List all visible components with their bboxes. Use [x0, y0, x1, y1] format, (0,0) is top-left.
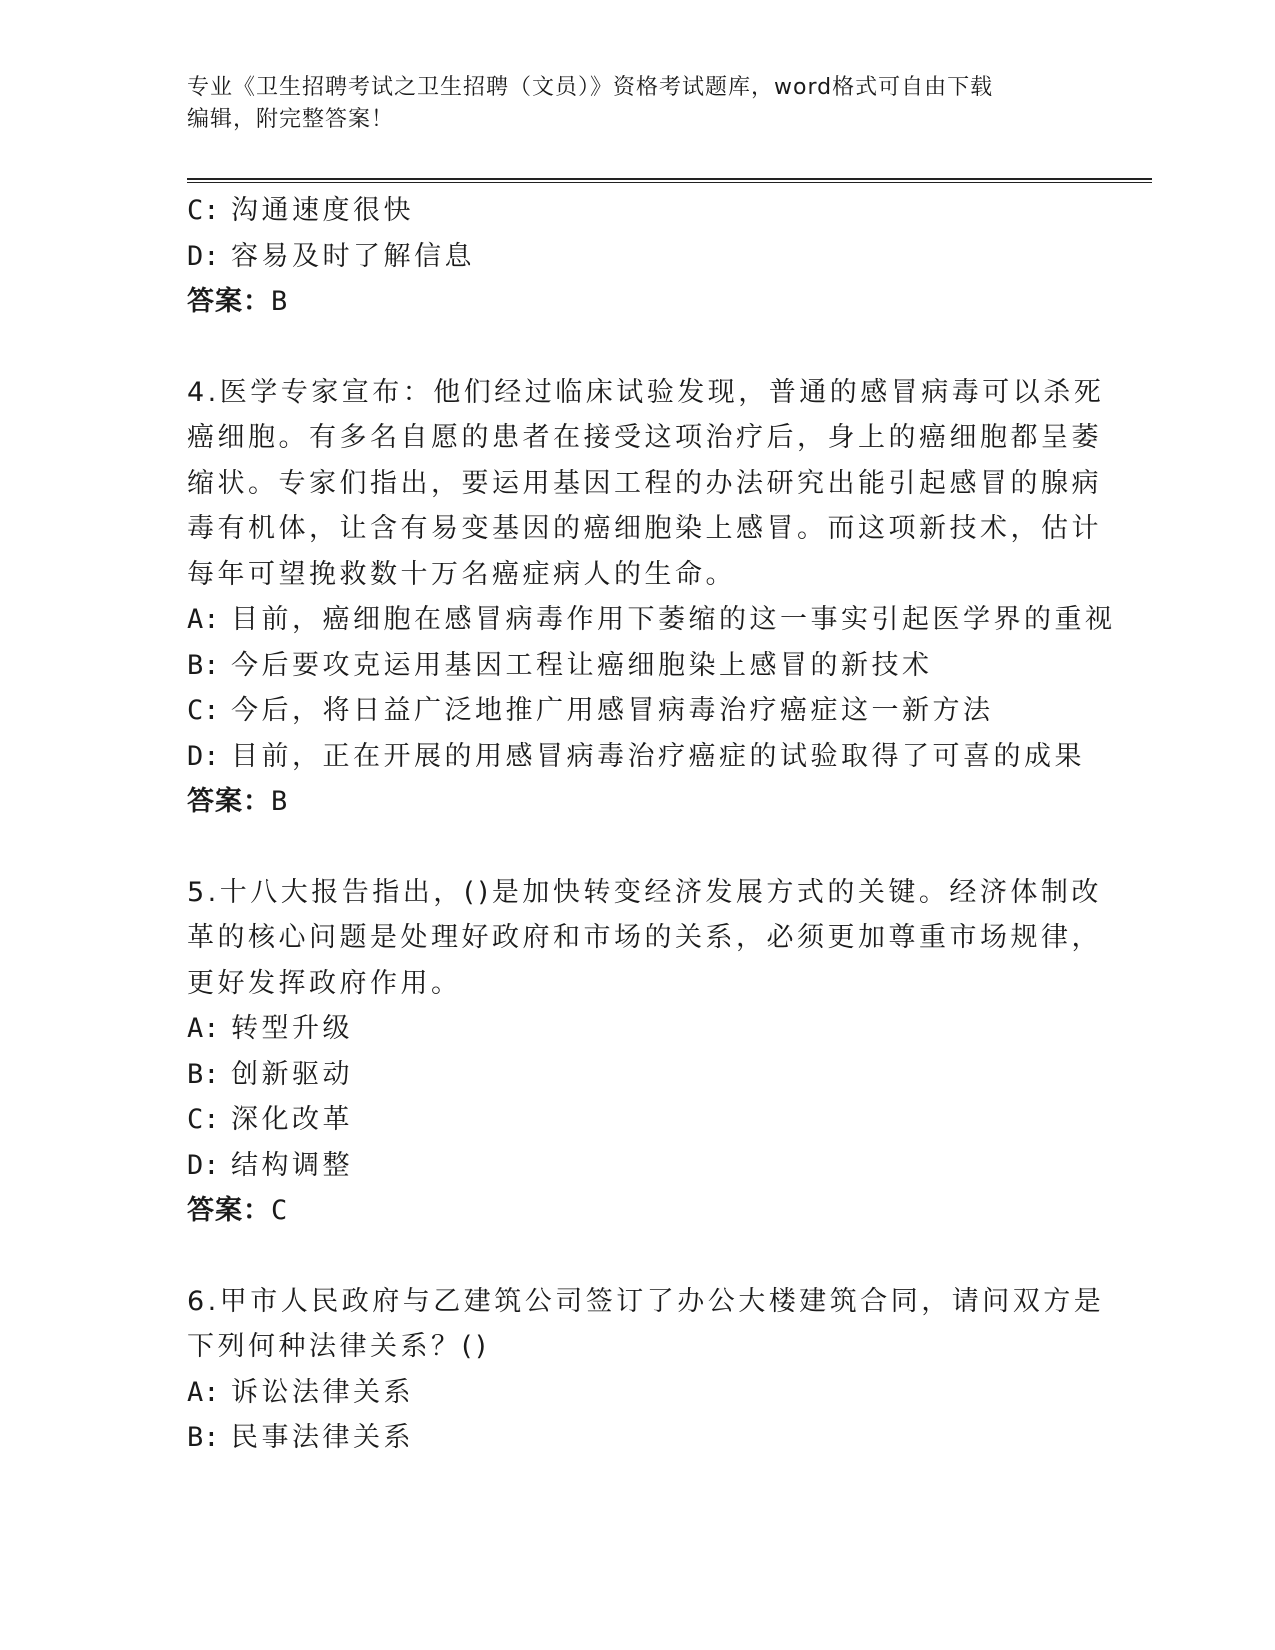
q4-option-d — [187, 734, 1087, 780]
q6-option-b — [187, 1415, 1087, 1461]
q4-stem-line: 每年可望挽救数十万名癌症病人的生命。 — [187, 558, 736, 590]
question-6 — [187, 1279, 1105, 1461]
option-label: C: — [187, 1104, 220, 1135]
option-text: 诉讼法律关系 — [231, 1376, 414, 1408]
option-label: B: — [187, 649, 220, 681]
option-text: 深化改革 — [231, 1104, 353, 1135]
spacer — [187, 1234, 1087, 1279]
question-4 — [187, 370, 1116, 825]
option-text: 沟通速度很快 — [231, 195, 414, 226]
answer-value: C — [271, 1195, 289, 1226]
answer-value: B — [271, 286, 289, 317]
spacer — [187, 825, 1087, 870]
q5-stem-line: 更好发挥政府作用。 — [187, 967, 462, 999]
header-line-1: 专业《卫生招聘考试之卫生招聘（文员）》资格考试题库，word格式可自由下载 — [187, 75, 994, 100]
answer-label: 答案： — [187, 1195, 271, 1226]
option-text: 目前，癌细胞在感冒病毒作用下萎缩的这一事实引起医学界的重视 — [231, 604, 1116, 635]
q6-stem-line: 下列何种法律关系？() — [187, 1331, 490, 1362]
q6-option-a — [187, 1370, 1087, 1416]
option-label: D: — [187, 1149, 220, 1181]
q4-stem-line: 缩状。专家们指出，要运用基因工程的办法研究出能引起感冒的腺病 — [187, 467, 1102, 499]
q5-answer — [187, 1188, 1087, 1234]
q4-answer — [187, 779, 1087, 825]
option-label: B: — [187, 1058, 220, 1090]
q5-option-d — [187, 1143, 1087, 1189]
spacer — [187, 325, 1087, 370]
question-3-tail — [187, 188, 1087, 325]
q4-stem-line: 癌细胞。有多名自愿的患者在接受这项治疗后，身上的癌细胞都呈萎 — [187, 422, 1102, 453]
q5-option-b — [187, 1052, 1087, 1098]
q4-option-c — [187, 688, 1087, 734]
q3-option-c — [187, 188, 1087, 234]
option-label: A: — [187, 1013, 220, 1044]
q4-stem-line: 4.医学专家宣布：他们经过临床试验发现，普通的感冒病毒可以杀死 — [187, 376, 1105, 408]
q3-option-d — [187, 234, 1087, 280]
q4-stem-line: 毒有机体，让含有易变基因的癌细胞染上感冒。而这项新技术，估计 — [187, 513, 1102, 544]
document-header — [187, 72, 1087, 136]
option-text: 转型升级 — [231, 1013, 353, 1044]
q4-option-a — [187, 597, 1116, 643]
answer-label: 答案： — [187, 786, 271, 817]
q3-answer — [187, 279, 1087, 325]
option-text: 容易及时了解信息 — [231, 240, 475, 272]
answer-value: B — [271, 786, 289, 817]
document-body — [187, 188, 1116, 1461]
option-label: A: — [187, 1376, 220, 1408]
option-label: B: — [187, 1422, 220, 1453]
option-label: C: — [187, 195, 220, 226]
q5-option-a — [187, 1006, 1087, 1052]
question-5 — [187, 870, 1102, 1234]
q5-stem-line: 革的核心问题是处理好政府和市场的关系，必须更加尊重市场规律， — [187, 922, 1102, 953]
option-label: D: — [187, 740, 220, 772]
option-text: 结构调整 — [231, 1149, 353, 1181]
header-line-2: 编辑，附完整答案！ — [187, 107, 395, 132]
q6-stem-line: 6.甲市人民政府与乙建筑公司签订了办公大楼建筑合同，请问双方是 — [187, 1285, 1105, 1317]
header-divider — [187, 178, 1152, 183]
answer-label: 答案： — [187, 286, 271, 317]
q5-stem-line: 5.十八大报告指出，()是加快转变经济发展方式的关键。经济体制改 — [187, 876, 1102, 908]
option-text: 创新驱动 — [231, 1058, 353, 1090]
option-text: 目前，正在开展的用感冒病毒治疗癌症的试验取得了可喜的成果 — [231, 740, 1085, 772]
option-text: 民事法律关系 — [231, 1422, 414, 1453]
q4-option-b — [187, 643, 1087, 689]
option-label: C: — [187, 695, 220, 726]
option-label: A: — [187, 604, 220, 635]
option-text: 今后要攻克运用基因工程让癌细胞染上感冒的新技术 — [231, 649, 933, 681]
option-text: 今后，将日益广泛地推广用感冒病毒治疗癌症这一新方法 — [231, 695, 994, 726]
option-label: D: — [187, 240, 220, 272]
q5-option-c — [187, 1097, 1087, 1143]
